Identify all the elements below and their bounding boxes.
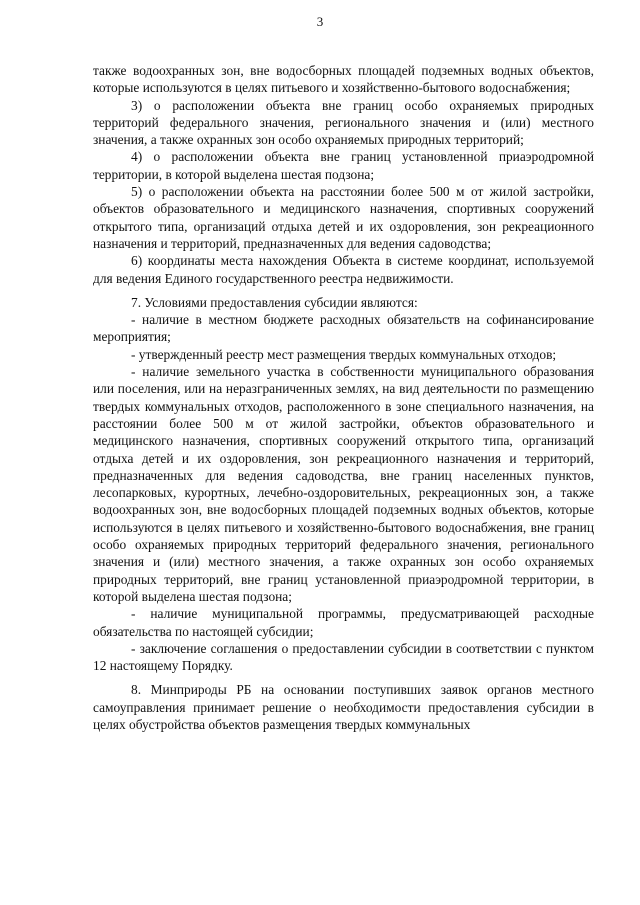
paragraph-item-3-protected-areas: 3) о расположении объекта вне границ особо охраняемых природных территорий федерального значения, регионального значения и (или) местного значения, а также охранных зон особо охраняемых природных территорий; xyxy=(93,97,594,148)
paragraph-item-5-distance-500m: 5) о расположении объекта на расстоянии более 500 м от жилой застройки, объектов образовательного и медицинского назначения, спортивных сооружений открытого типа, организаций отдыха детей и их оздоровления, зон рекреационного назначения и территорий, предназначенных для ведения садоводства; xyxy=(93,184,594,251)
paragraph-condition-municipal-program: - наличие муниципальной программы, предусматривающей расходные обязательства по настоящей субсидии; xyxy=(93,606,594,639)
paragraph-condition-land-plot: - наличие земельного участка в собственности муниципального образования или поселения, или на неразграниченных землях, на вид деятельности по размещению твердых коммунальных отходов, расположенного в зоне специального назначения, на расстоянии более 500 м от жилой застройки, объектов образовательного и медицинского назначения, спортивных сооружений открытого типа, организаций отдыха детей и их оздоровления, зон рекреационного назначения и территорий, предназначенных для ведения садоводства, вне границ населенных пунктов, лесопарковых, курортных, лечебно-оздоровительных, рекреационных зон, а также водоохранных зон, вне водосборных площадей подземных водных объектов, которые используются в целях питьевого и хозяйственно-бытового водоснабжения, вне границ особо охраняемых природных территорий федерального значения, регионального значения и (или) местного значения, а также охранных зон особо охраняемых природных территорий, вне границ установленной приаэродромной территории, в которой выделена шестая подзона; xyxy=(93,364,594,604)
paragraph-condition-budget: - наличие в местном бюджете расходных обязательств на софинансирование мероприятия; xyxy=(93,312,594,345)
paragraph-item-4-aerodrome-territory: 4) о расположении объекта вне границ установленной приаэродромной территории, в которой выделена шестая подзона; xyxy=(93,149,594,182)
paragraph-7-conditions-heading: 7. Условиями предоставления субсидии являются: xyxy=(131,294,418,310)
paragraph-condition-registry: - утвержденный реестр мест размещения твердых коммунальных отходов; xyxy=(131,346,557,362)
paragraph-water-protection-continuation: также водоохранных зон, вне водосборных площадей подземных водных объектов, которые используются в целях питьевого и хозяйственно-бытового водоснабжения; xyxy=(93,63,594,96)
document-body xyxy=(93,62,594,733)
paragraph-8-ministry-decision: 8. Минприроды РБ на основании поступивших заявок органов местного самоуправления принимает решение о необходимости предоставления субсидии в целях обустройства объектов размещения твердых коммунальных xyxy=(93,682,594,732)
paragraph-condition-agreement: - заключение соглашения о предоставлении субсидии в соответствии с пунктом 12 настоящему Порядку. xyxy=(93,640,594,674)
paragraph-item-6-coordinates: 6) координаты места нахождения Объекта в системе координат, используемой для ведения Единого государственного реестра недвижимости. xyxy=(93,253,594,286)
page-number: 3 xyxy=(316,14,324,29)
